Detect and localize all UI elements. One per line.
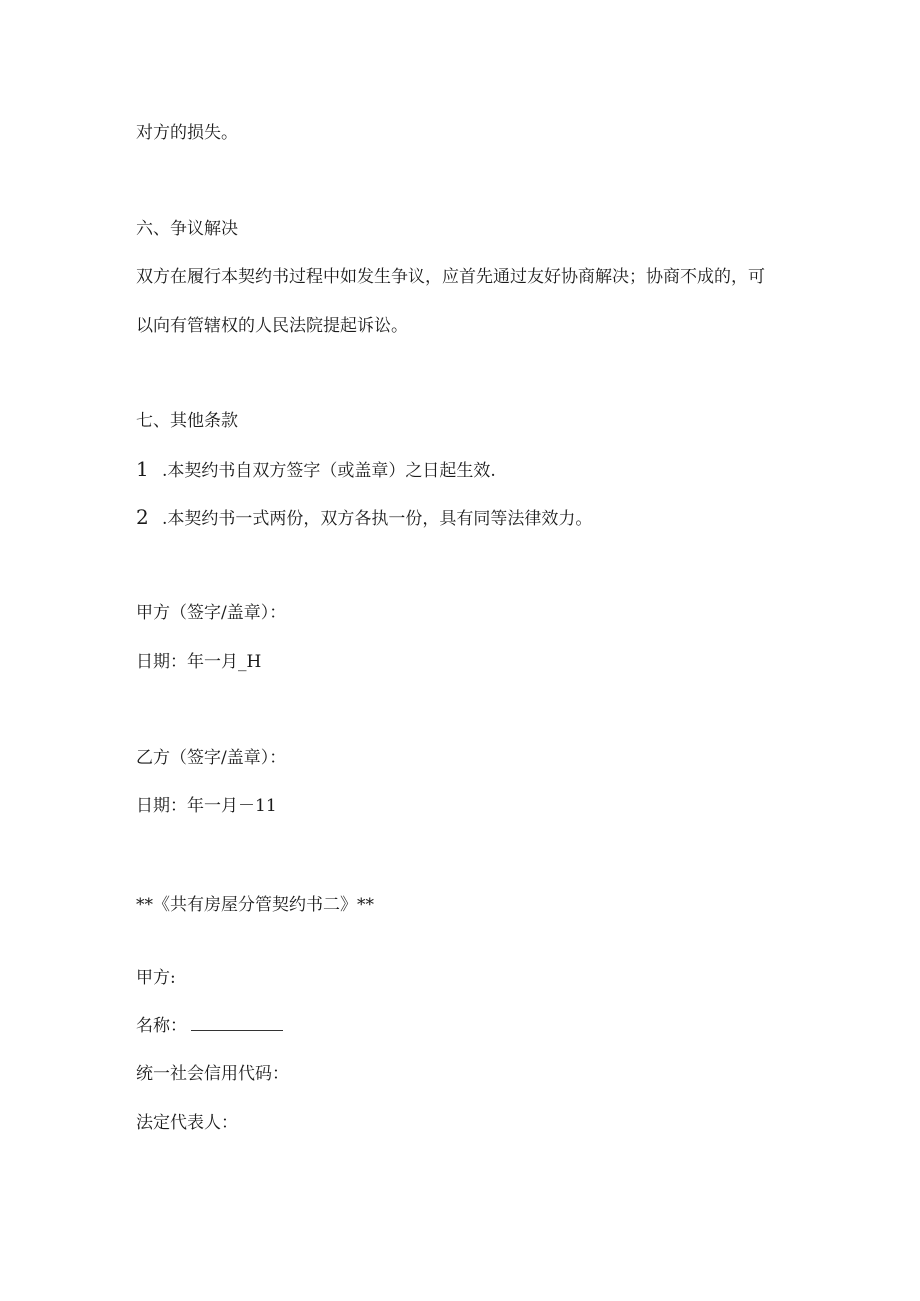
section-7-item-2 (136, 506, 592, 530)
document-2-title: **《共有房屋分管契约书二》** (136, 895, 374, 915)
party-b-signature-line: 乙方（签字/盖章）： (136, 748, 287, 768)
document-2-party-a: 甲方: (136, 968, 176, 988)
document-2-legal-representative: 法定代表人： (136, 1113, 238, 1133)
party-a-date-line: 日期：年一月_H (136, 652, 262, 672)
item-number: 1 (136, 457, 149, 481)
paragraph-loss-tail: 对方的损失。 (136, 123, 238, 143)
name-blank-underline (191, 1016, 283, 1031)
section-7-heading: 七、其他条款 (136, 411, 238, 431)
name-label: 名称： (136, 1016, 187, 1036)
item-text: .本契约书自双方签字（或盖章）之日起生效. (162, 461, 496, 481)
item-number: 2 (136, 505, 149, 529)
document-2-credit-code: 统一社会信用代码： (136, 1064, 289, 1084)
section-6-heading: 六、争议解决 (136, 219, 238, 239)
section-6-body-line-2: 以向有管辖权的人民法院提起诉讼。 (136, 316, 408, 336)
document-2-name-row (136, 1015, 283, 1037)
section-7-item-1 (136, 458, 496, 482)
party-a-signature-line: 甲方（签字/盖章）： (136, 603, 287, 623)
section-6-body-line-1: 双方在履行本契约书过程中如发生争议，应首先通过友好协商解决；协商不成的，可 (136, 267, 765, 287)
party-b-date-line: 日期：年一月－11 (136, 796, 277, 816)
item-text: .本契约书一式两份，双方各执一份，具有同等法律效力。 (162, 509, 593, 529)
